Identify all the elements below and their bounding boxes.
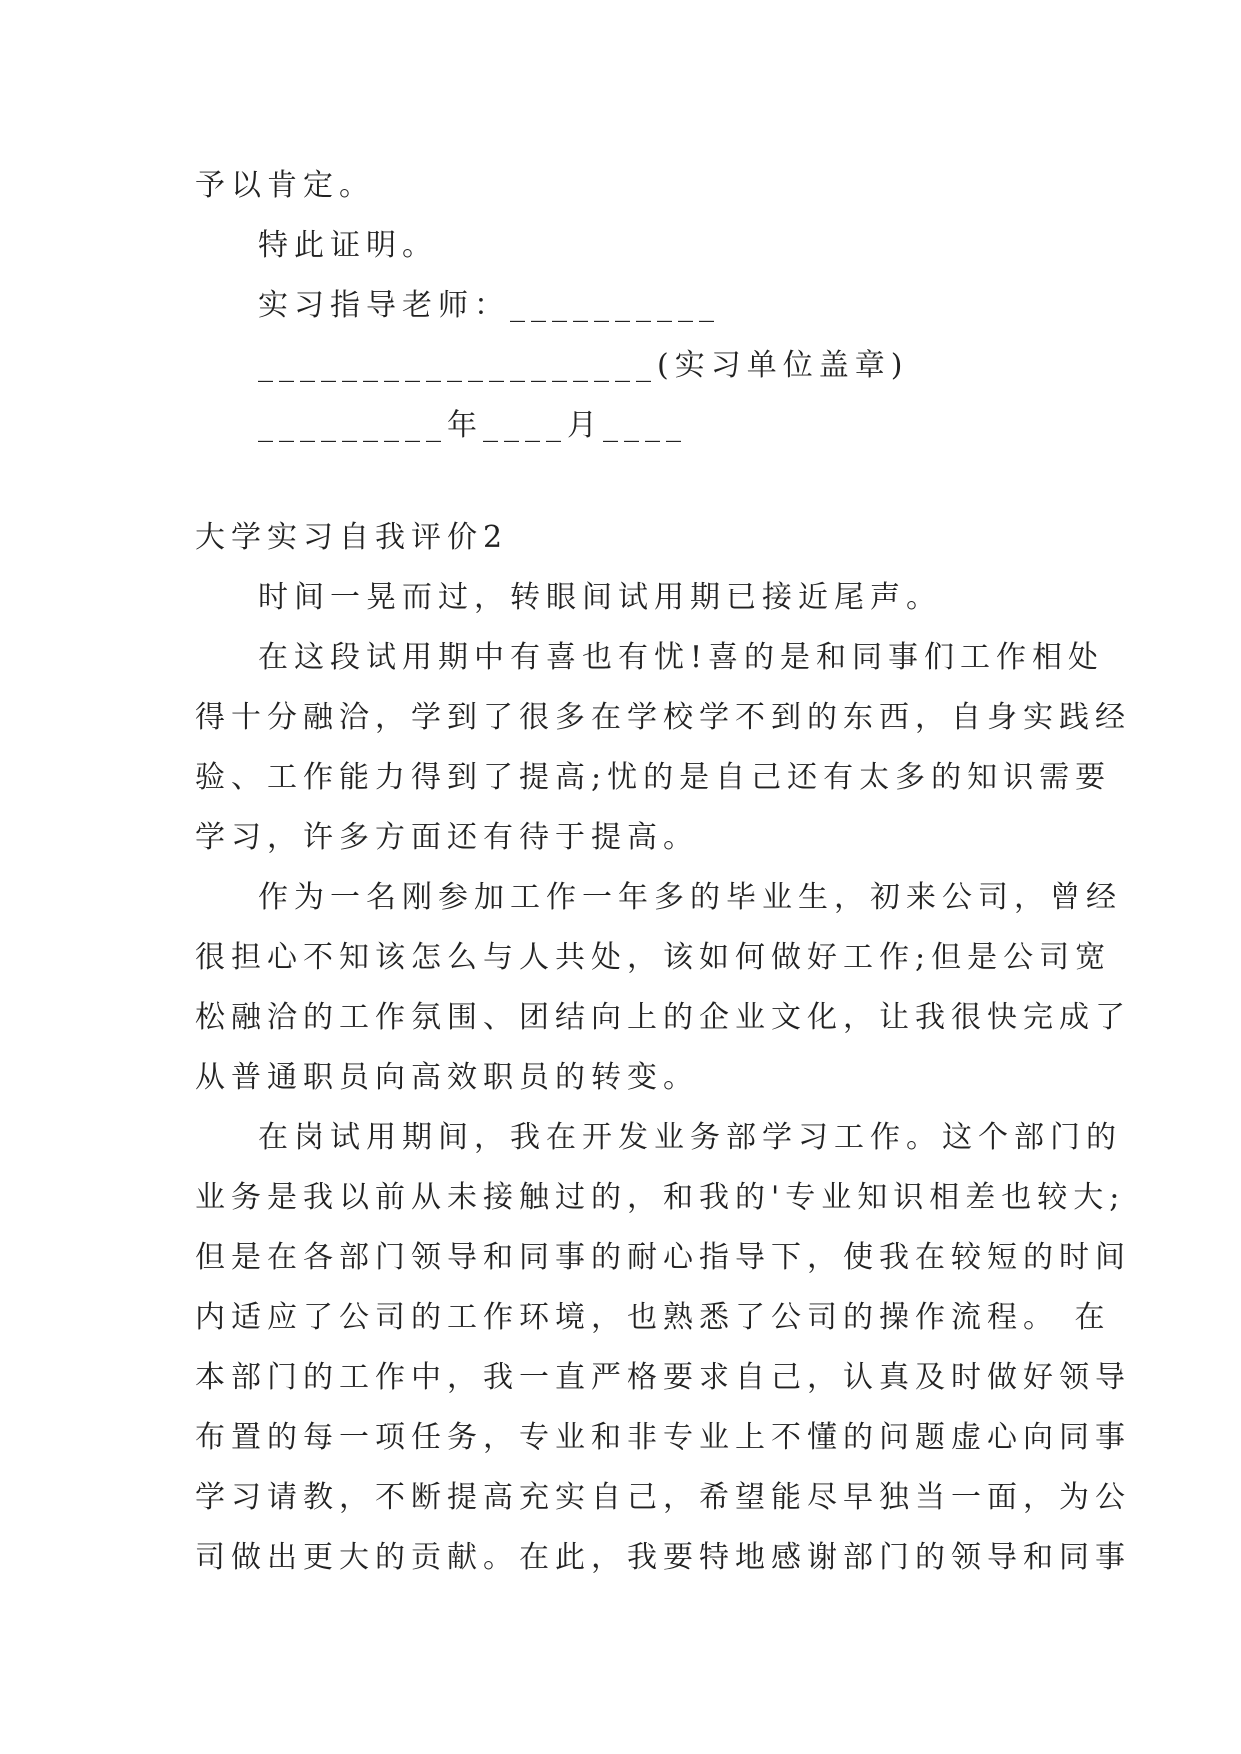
body-line: 学习请教，不断提高充实自己，希望能尽早独当一面，为公 (195, 1480, 1131, 1515)
body-line: 从普通职员向高效职员的转变。 (195, 1060, 699, 1095)
body-line: 本部门的工作中，我一直严格要求自己，认真及时做好领导 (195, 1360, 1131, 1395)
section-heading: 大学实习自我评价2 (195, 520, 509, 555)
body-line: 布置的每一项任务，专业和非专业上不懂的问题虚心向同事 (195, 1420, 1131, 1455)
certification-line: 特此证明。 (258, 228, 438, 263)
body-line: 松融洽的工作氛围、团结向上的企业文化，让我很快完成了 (195, 1000, 1131, 1035)
body-line: 在岗试用期间，我在开发业务部学习工作。这个部门的 (258, 1120, 1122, 1155)
body-line: 在这段试用期中有喜也有忧!喜的是和同事们工作相处 (258, 640, 1105, 675)
date-line: _________年____月____ (258, 408, 687, 443)
body-line: 作为一名刚参加工作一年多的毕业生，初来公司，曾经 (258, 880, 1122, 915)
body-line: 司做出更大的贡献。在此，我要特地感谢部门的领导和同事 (195, 1540, 1131, 1575)
unit-seal-line: ___________________(实习单位盖章) (258, 348, 909, 383)
body-line: 业务是我以前从未接触过的，和我的'专业知识相差也较大; (195, 1180, 1126, 1215)
body-line: 但是在各部门领导和同事的耐心指导下，使我在较短的时间 (195, 1240, 1131, 1275)
body-line: 时间一晃而过，转眼间试用期已接近尾声。 (258, 580, 942, 615)
closing-line: 予以肯定。 (195, 168, 375, 203)
supervisor-signature-line: 实习指导老师：__________ (258, 288, 720, 323)
body-line: 验、工作能力得到了提高;忧的是自己还有太多的知识需要 (195, 760, 1112, 795)
body-line: 得十分融洽，学到了很多在学校学不到的东西，自身实践经 (195, 700, 1131, 735)
body-line: 学习，许多方面还有待于提高。 (195, 820, 699, 855)
body-line: 很担心不知该怎么与人共处，该如何做好工作;但是公司宽 (195, 940, 1112, 975)
body-line: 内适应了公司的工作环境，也熟悉了公司的操作流程。 在 (195, 1300, 1111, 1335)
